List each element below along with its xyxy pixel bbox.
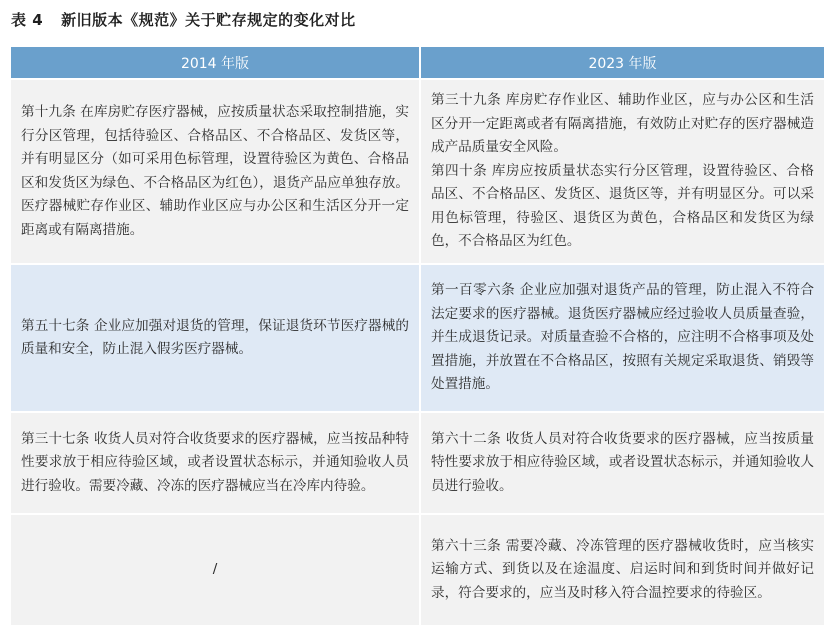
cell-2014 [11,514,420,625]
cell-text: 第三十九条 库房贮存作业区、辅助作业区，应与办公区和生活区分开一定距离或者有隔离措施，有效防止对贮存的医疗器械造成产品质量安全风险。 [431,92,814,156]
table-row [11,79,824,264]
table-header-row [11,47,824,79]
table-number: 表 4 [11,11,44,29]
table-caption [11,9,356,30]
table-row [11,412,824,514]
comparison-table [11,47,824,625]
cell-2023 [420,79,824,264]
cell-2014 [11,412,420,514]
cell-2023 [420,264,824,412]
cell-text: 第六十三条 需要冷藏、冷冻管理的医疗器械收货时，应当核实运输方式、到货以及在途温度、启运时间和到货时间并做好记录，符合要求的，应当及时移入符合温控要求的待验区。 [431,537,814,601]
cell-text: / [212,561,218,578]
header-2014: 2014 年版 [11,47,420,79]
cell-text: 第一百零六条 企业应加强对退货产品的管理，防止混入不符合法定要求的医疗器械。退货医疗器械应经过验收人员质量查验，并生成退货记录。对质量查验不合格的，应注明不合格事项及处置措施，并放置在不合格品区，按照有关规定采取退货、销毁等处置措施。 [431,282,814,393]
cell-2023 [420,412,824,514]
cell-text: 第六十二条 收货人员对符合收货要求的医疗器械，应当按质量特性要求放于相应待验区域，或者设置状态标示，并通知验收人员进行验收。 [431,430,814,494]
cell-text: 第十九条 在库房贮存医疗器械，应按质量状态采取控制措施，实行分区管理，包括待验区、合格品区、不合格品区、发货区等，并有明显区分（如可采用色标管理，设置待验区为黄色、合格品区和发货区为绿色、不合格品区为红色），退货产品应单独存放。医疗器械贮存作业区、辅助作业区应与办公区和生活区分开一定距离或有隔离措施。 [21,104,409,238]
cell-2014 [11,79,420,264]
cell-text: 第五十七条 企业应加强对退货的管理，保证退货环节医疗器械的质量和安全，防止混入假劣医疗器械。 [21,317,409,357]
cell-text: 第三十七条 收货人员对符合收货要求的医疗器械，应当按品种特性要求放于相应待验区域，或者设置状态标示，并通知验收人员进行验收。需要冷藏、冷冻的医疗器械应当在冷库内待验。 [21,430,409,494]
table-row [11,264,824,412]
cell-2023 [420,514,824,625]
cell-text: 第四十条 库房应按质量状态实行分区管理，设置待验区、合格品区、不合格品区、发货区、退货区等，并有明显区分。可以采用色标管理，待验区、退货区为黄色，合格品区和发货区为绿色，不合格品区为红色。 [431,162,814,250]
table-title: 新旧版本《规范》关于贮存规定的变化对比 [61,11,356,29]
table-row [11,514,824,625]
header-2023: 2023 年版 [420,47,824,79]
cell-2014 [11,264,420,412]
